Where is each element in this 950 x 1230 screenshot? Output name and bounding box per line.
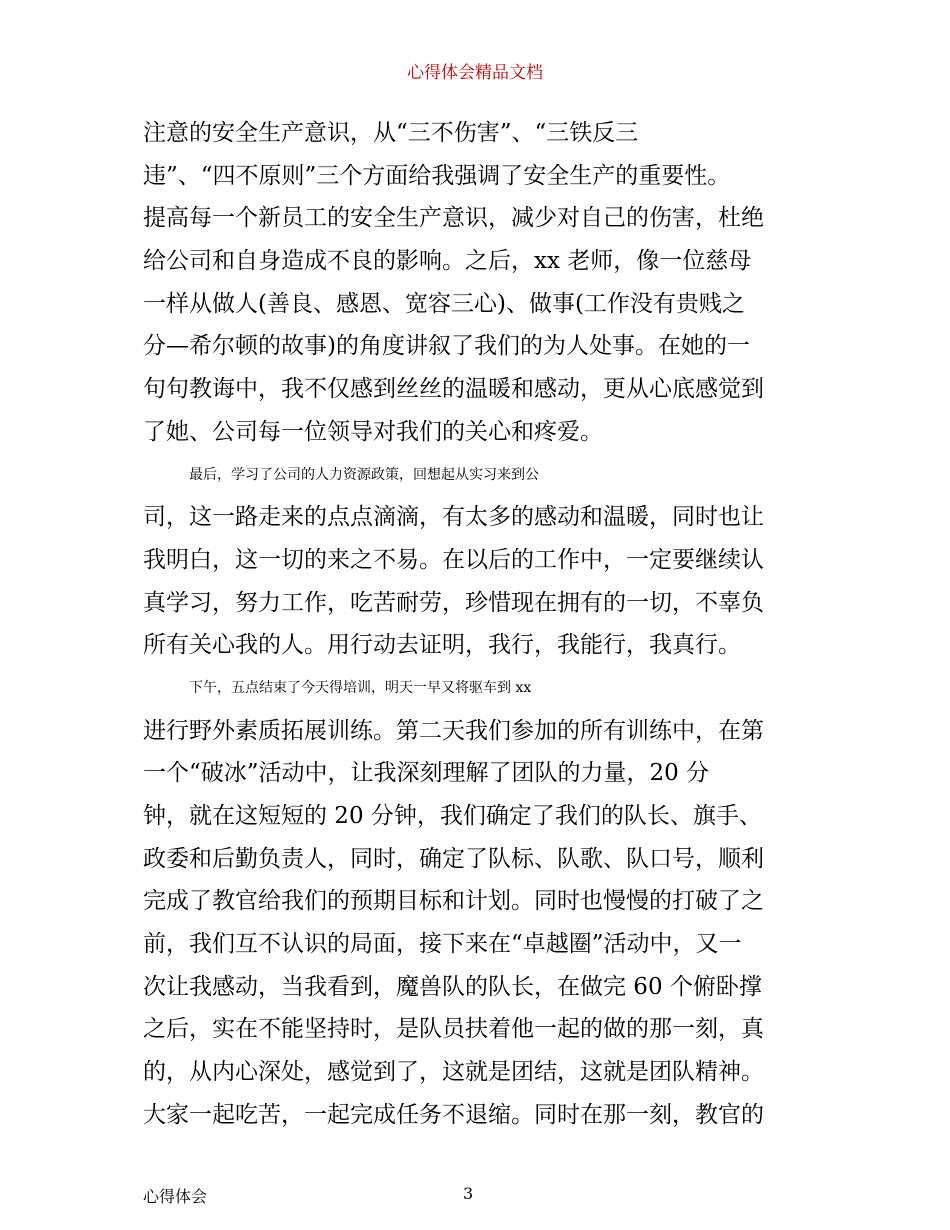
- document-header-title: 心得体会精品文档: [407, 63, 543, 83]
- text-line: 完成了教官给我们的预期目标和计划。同时也慢慢的打破了之: [143, 888, 764, 915]
- paragraph-start-line: 下午，五点结束了今天得培训，明天一早又将驱车到 xx: [189, 679, 532, 696]
- text-line: 违”、“四不原则”三个方面给我强调了安全生产的重要性。: [143, 162, 731, 189]
- footer-label: 心得体会: [143, 1187, 208, 1206]
- text-line: 大家一起吃苦，一起完成任务不退缩。同时在那一刻，教官的: [143, 1101, 764, 1128]
- text-line: 司，这一路走来的点点滴滴，有太多的感动和温暖，同时也让: [143, 504, 764, 531]
- text-line: 的，从内心深处，感觉到了，这就是团结，这就是团队精神。: [143, 1059, 764, 1086]
- text-line: 一个“破冰”活动中，让我深刻理解了团队的力量，20 分: [143, 760, 710, 787]
- text-line: 政委和后勤负责人，同时，确定了队标、队歌、队口号，顺利: [143, 845, 764, 872]
- text-line: 分—希尔顿的故事)的角度讲叙了我们的为人处事。在她的一: [143, 333, 750, 360]
- body-text: [143, 112, 823, 1137]
- text-line: 进行野外素质拓展训练。第二天我们参加的所有训练中，在第: [143, 717, 764, 744]
- text-line: 注意的安全生产意识，从“三不伤害”、“三铁反三: [143, 120, 639, 146]
- text-line: 了她、公司每一位领导对我们的关心和疼爱。: [143, 418, 603, 445]
- text-line: 句句教诲中，我不仅感到丝丝的温暖和感动，更从心底感觉到: [143, 376, 764, 403]
- paragraph-start-line: 最后，学习了公司的人力资源政策，回想起从实习来到公: [189, 466, 539, 483]
- text-line: 提高每一个新员工的安全生产意识，减少对自己的伤害，杜绝: [143, 205, 764, 232]
- text-line: 之后，实在不能坚持时，是队员扶着他一起的做的那一刻，真: [143, 1016, 764, 1043]
- text-line: 钟，就在这短短的 20 分钟，我们确定了我们的队长、旗手、: [143, 803, 762, 829]
- page-number: 3: [463, 1184, 474, 1203]
- text-line: 真学习，努力工作，吃苦耐劳，珍惜现在拥有的一切，不辜负: [143, 589, 764, 616]
- text-line: 所有关心我的人。用行动去证明，我行，我能行，我真行。: [143, 632, 741, 659]
- text-line: 一样从做人(善良、感恩、宽容三心)、做事(工作没有贵贱之: [143, 290, 745, 317]
- text-line: 前，我们互不认识的局面，接下来在“卓越圈”活动中，又一: [143, 931, 742, 958]
- text-line: 我明白，这一切的来之不易。在以后的工作中，一定要继续认: [143, 546, 764, 573]
- text-line: 给公司和自身造成不良的影响。之后，xx 老师，像一位慈母: [143, 248, 752, 275]
- text-line: 次让我感动，当我看到，魔兽队的队长，在做完 60 个俯卧撑: [143, 973, 762, 1000]
